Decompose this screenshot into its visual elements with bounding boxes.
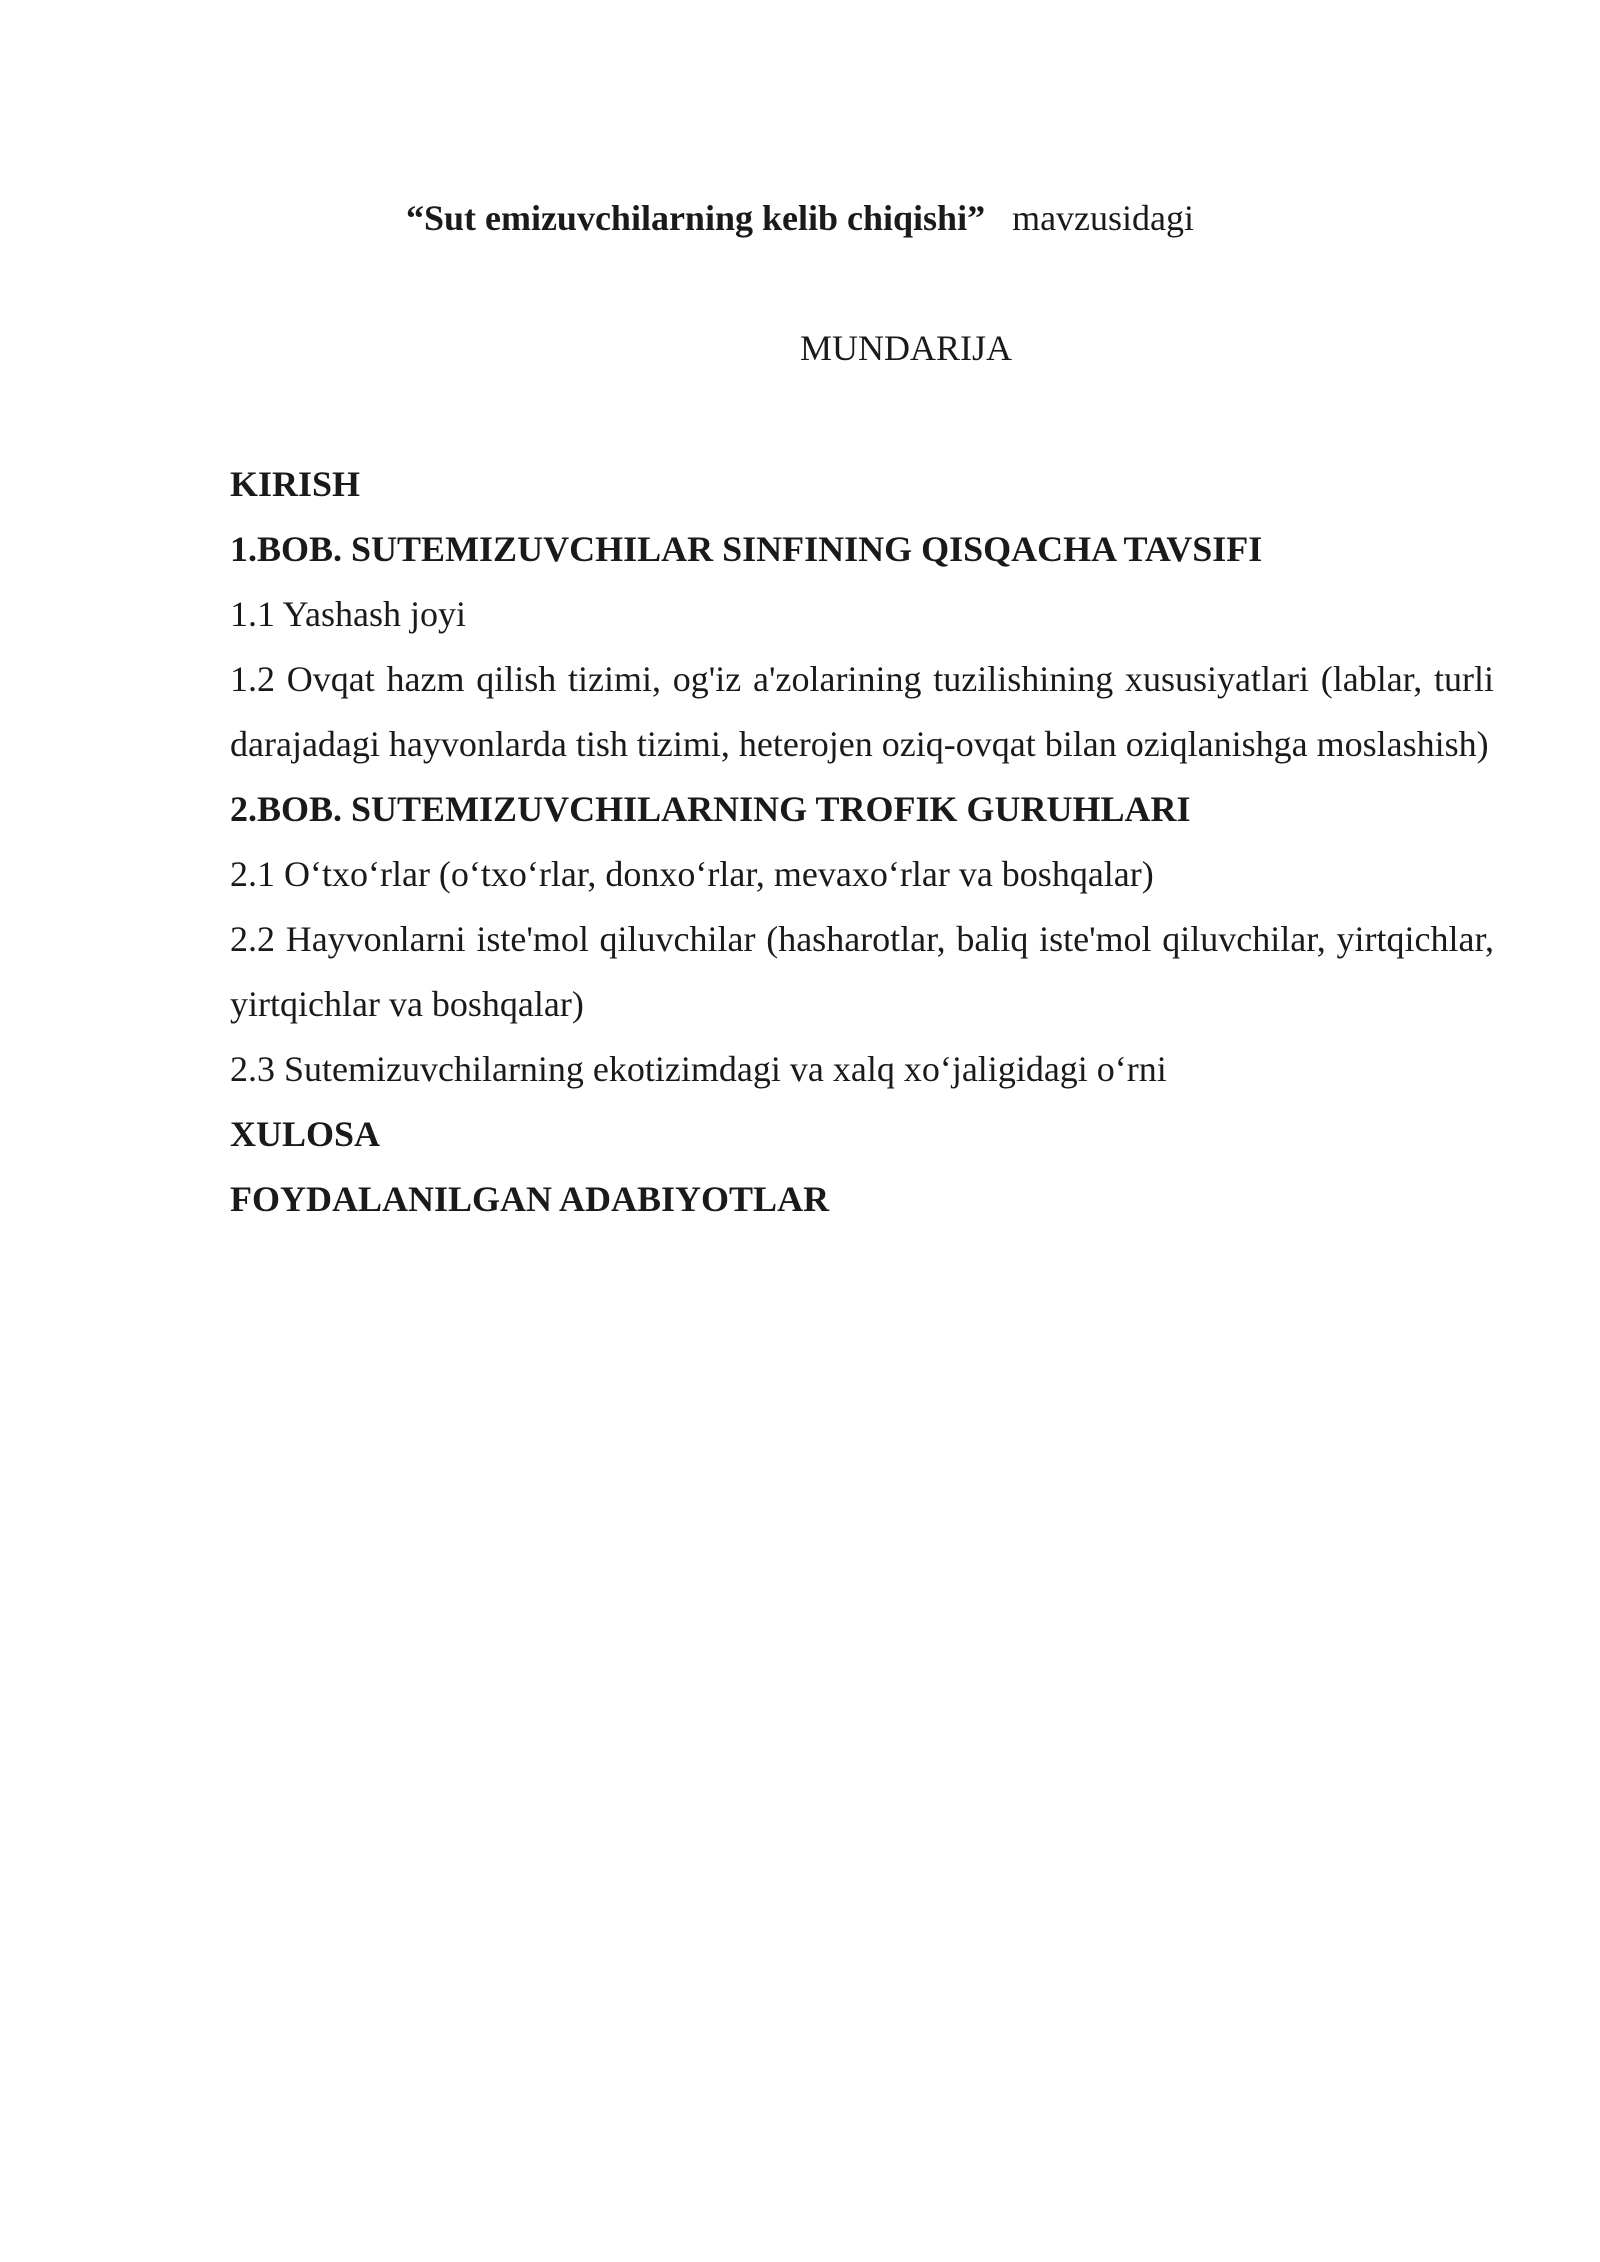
contents-heading: MUNDARIJA [800,328,1013,368]
document-title [0,192,1600,244]
toc-entry-section-2-1: 2.1 O‘txo‘rlar (o‘txo‘rlar, donxo‘rlar, mevaxo‘rlar va boshqalar) [230,854,1154,894]
table-of-contents [230,452,1494,1232]
toc-entry-section-2-2: 2.2 Hayvonlarni iste'mol qiluvchilar (hasharotlar, baliq iste'mol qiluvchilar, yirtqichlar, yirtqichlar va boshqalar) [230,919,1494,1024]
toc-entry-section-2-3: 2.3 Sutemizuvchilarning ekotizimdagi va xalq xo‘jaligidagi o‘rni [230,1049,1167,1089]
toc-entry-introduction: KIRISH [230,464,361,504]
toc-entry-section-1-2: 1.2 Ovqat hazm qilish tizimi, og'iz a'zolarining tuzilishining xususiyatlari (lablar, turli darajadagi hayvonlarda tish tizimi, heterojen oziq-ovqat bilan oziqlanishga moslashish) [230,659,1494,764]
title-topic: “Sut emizuvchilarning kelib chiqishi” [405,198,986,238]
toc-entry-conclusion: XULOSA [230,1114,381,1154]
title-spacer [994,198,1012,238]
toc-entry-chapter-1: 1.BOB. SUTEMIZUVCHILAR SINFINING QISQACHA TAVSIFI [230,529,1263,569]
toc-entry-references: FOYDALANILGAN ADABIYOTLAR [230,1179,830,1219]
title-suffix: mavzusidagi [1012,198,1195,238]
toc-entry-chapter-2: 2.BOB. SUTEMIZUVCHILARNING TROFIK GURUHLARI [230,789,1191,829]
toc-entry-section-1-1: 1.1 Yashash joyi [230,594,467,634]
